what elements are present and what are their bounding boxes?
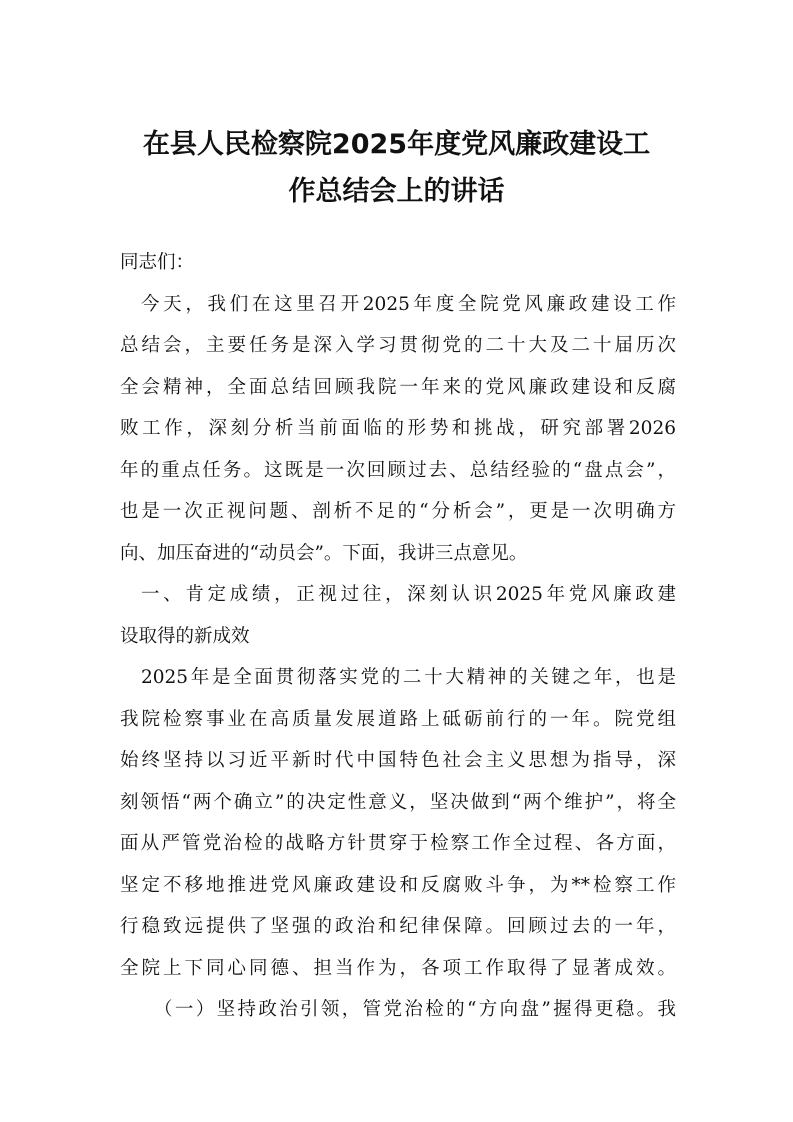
- text-line: 一、肯定成绩，正视过往，深刻认识2025年党风廉政建: [141, 584, 676, 605]
- document-title-line-1: 在县人民检察院2025年度党风廉政建设工: [142, 129, 651, 160]
- text-line: 行稳致远提供了坚强的政治和纪律保障。回顾过去的一年，: [120, 916, 676, 937]
- text-line: 全会精神，全面总结回顾我院一年来的党风廉政建设和反腐: [120, 376, 676, 398]
- text-line: 2025年是全面贯彻落实党的二十大精神的关键之年，也是: [141, 667, 676, 688]
- text-line: 总结会，主要任务是深入学习贯彻党的二十大及二十届历次: [120, 335, 676, 356]
- text-line: 设取得的新成效: [120, 625, 250, 647]
- document-title-line-2: 作总结会上的讲话: [288, 176, 505, 207]
- text-line: 刻领悟“两个确立”的决定性意义，坚决做到“两个维护”，将全: [120, 791, 676, 813]
- text-line: 坚定不移地推进党风廉政建设和反腐败斗争，为**检察工作: [120, 874, 676, 896]
- text-line: 也是一次正视问题、剖析不足的“分析会”，更是一次明确方: [120, 501, 676, 522]
- text-line: 始终坚持以习近平新时代中国特色社会主义思想为指导，深: [120, 750, 676, 771]
- text-line: 今天，我们在这里召开2025年度全院党风廉政建设工作: [141, 293, 676, 315]
- text-line: 向、加压奋进的“动员会”。下面，我讲三点意见。: [120, 542, 528, 564]
- text-line: 同志们：: [120, 252, 195, 273]
- document-body: [120, 247, 676, 1036]
- text-line: 年的重点任务。这既是一次回顾过去、总结经验的“盘点会”，: [120, 459, 676, 481]
- text-line: （一）坚持政治引领，管党治检的“方向盘”握得更稳。我: [154, 999, 676, 1020]
- text-line: 败工作，深刻分析当前面临的形势和挑战，研究部署2026: [120, 418, 676, 439]
- text-line: 我院检察事业在高质量发展道路上砥砺前行的一年。院党组: [120, 708, 676, 730]
- text-line: 全院上下同心同德、担当作为，各项工作取得了显著成效。: [120, 957, 676, 979]
- text-line: 面从严管党治检的战略方针贯穿于检察工作全过程、各方面，: [120, 833, 676, 854]
